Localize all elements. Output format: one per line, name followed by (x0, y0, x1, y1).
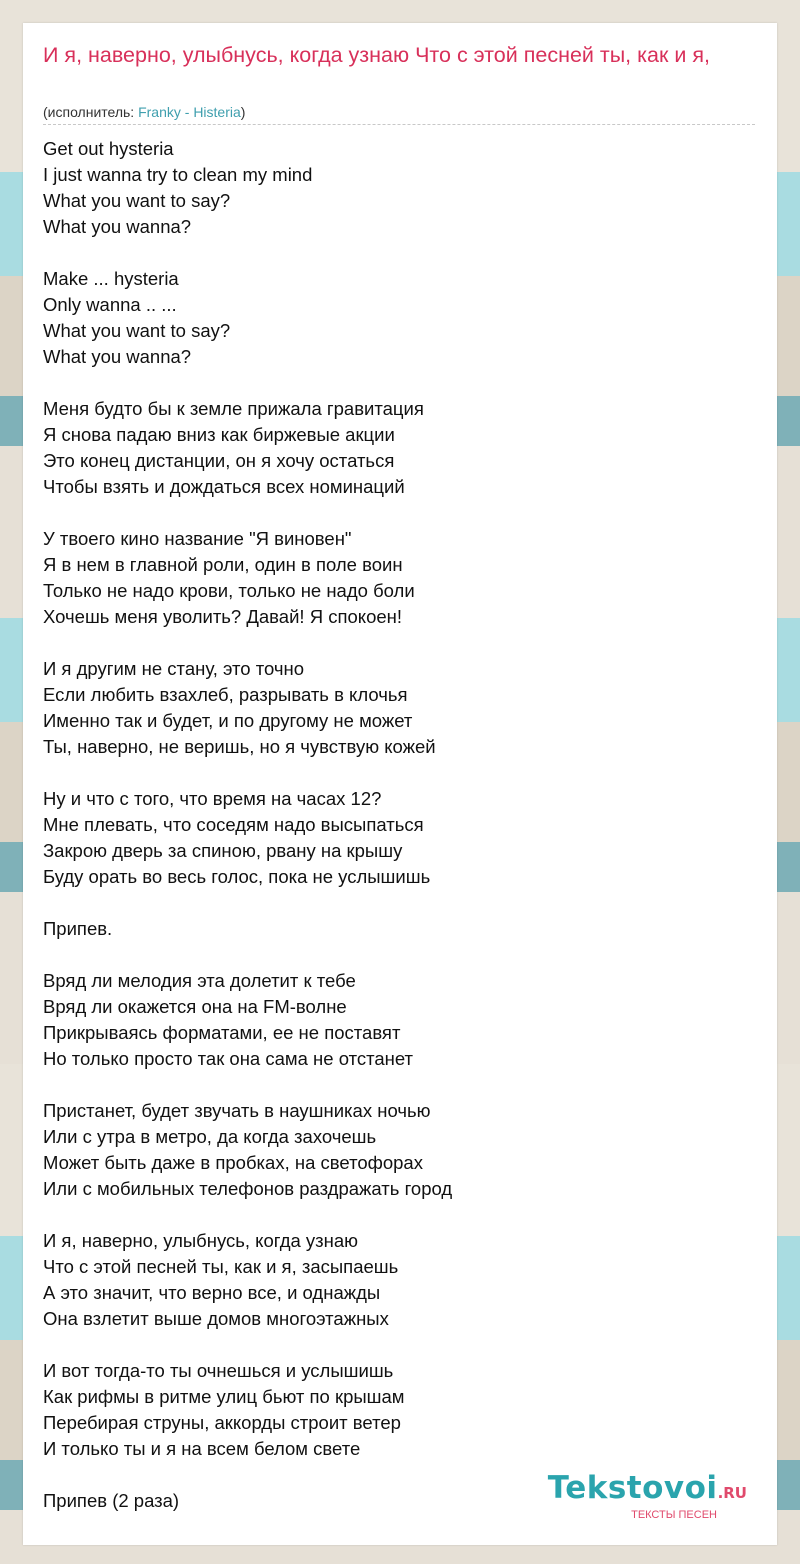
lyric-blank-line (43, 240, 755, 266)
lyric-line: И я, наверно, улыбнусь, когда узнаю (43, 1230, 359, 1251)
lyric-line: Прикрываясь форматами, ее не поставят (43, 1022, 401, 1043)
lyric-line: Make ... hysteria (43, 268, 179, 289)
lyric-line: Вряд ли окажется она на FM-волне (43, 996, 347, 1017)
lyric-line: Только не надо крови, только не надо боли (43, 580, 415, 601)
lyric-blank-line (43, 1332, 755, 1358)
lyric-line: Only wanna .. ... (43, 294, 177, 315)
lyric-line: Get out hysteria (43, 138, 174, 159)
lyric-line: Буду орать во весь голос, пока не услышишь (43, 866, 431, 887)
lyric-line: Если любить взахлеб, разрывать в клочья (43, 684, 408, 705)
lyric-line: И я другим не стану, это точно (43, 658, 305, 679)
lyric-blank-line (43, 942, 755, 968)
lyric-blank-line (43, 890, 755, 916)
lyric-line: Хочешь меня уволить? Давай! Я спокоен! (43, 606, 402, 627)
lyric-line: Но только просто так она сама не отстанет (43, 1048, 414, 1069)
artist-prefix: (исполнитель: (43, 104, 139, 120)
lyric-line: What you wanna? (43, 346, 192, 367)
lyric-blank-line (43, 1202, 755, 1228)
divider (43, 124, 755, 125)
lyric-blank-line (43, 760, 755, 786)
lyric-line: И вот тогда-то ты очнешься и услышишь (43, 1360, 394, 1381)
artist-info (43, 103, 245, 121)
lyric-line: Закрою дверь за спиною, рвану на крышу (43, 840, 403, 861)
logo-tld: .RU (717, 1484, 747, 1502)
artist-suffix: ) (240, 104, 246, 120)
lyric-line: Я снова падаю вниз как биржевые акции (43, 424, 395, 445)
lyric-blank-line (43, 370, 755, 396)
lyric-line: Пристанет, будет звучать в наушниках ночью (43, 1100, 431, 1121)
lyric-line: Чтобы взять и дождаться всех номинаций (43, 476, 405, 497)
lyric-line: What you wanna? (43, 216, 192, 237)
lyric-blank-line (43, 1072, 755, 1098)
site-logo[interactable] (548, 1472, 747, 1521)
lyric-line: Именно так и будет, и по другому не может (43, 710, 413, 731)
lyric-blank-line (43, 500, 755, 526)
lyric-line: What you want to say? (43, 320, 231, 341)
lyric-line: Ты, наверно, не веришь, но я чувствую кожей (43, 736, 436, 757)
logo-wordmark (548, 1472, 747, 1509)
lyric-line: Вряд ли мелодия эта долетит к тебе (43, 970, 356, 991)
lyric-line: Может быть даже в пробках, на светофорах (43, 1152, 423, 1173)
lyric-line: I just wanna try to clean my mind (43, 164, 313, 185)
page-title: И я, наверно, улыбнусь, когда узнаю Что с этой песней ты, как и я, (43, 43, 710, 67)
lyric-line: Меня будто бы к земле прижала гравитация (43, 398, 424, 419)
lyric-line: Что с этой песней ты, как и я, засыпаешь (43, 1256, 399, 1277)
lyric-line: Припев. (43, 918, 113, 939)
lyric-blank-line (43, 630, 755, 656)
lyric-line: Это конец дистанции, он я хочу остаться (43, 450, 395, 471)
lyrics-page (23, 23, 777, 1545)
lyric-line: И только ты и я на всем белом свете (43, 1438, 361, 1459)
lyric-line: Или с утра в метро, да когда захочешь (43, 1126, 377, 1147)
lyric-line: А это значит, что верно все, и однажды (43, 1282, 381, 1303)
lyric-line: Или с мобильных телефонов раздражать город (43, 1178, 453, 1199)
lyric-line: У твоего кино название "Я виновен" (43, 528, 352, 549)
lyric-line: What you want to say? (43, 190, 231, 211)
lyric-line: Мне плевать, что соседям надо высыпаться (43, 814, 424, 835)
lyrics-text (43, 136, 755, 1514)
logo-name: Tekstovoi (547, 1470, 718, 1506)
logo-tagline: ТЕКСТЫ ПЕСЕН (631, 1509, 717, 1521)
lyric-line: Перебирая струны, аккорды строит ветер (43, 1412, 401, 1433)
lyric-line: Припев (2 раза) (43, 1490, 180, 1511)
lyric-line: Ну и что с того, что время на часах 12? (43, 788, 382, 809)
lyric-line: Как рифмы в ритме улиц бьют по крышам (43, 1386, 405, 1407)
artist-link[interactable]: Franky - Histeria (138, 104, 241, 120)
lyric-line: Она взлетит выше домов многоэтажных (43, 1308, 389, 1329)
lyric-line: Я в нем в главной роли, один в поле воин (43, 554, 403, 575)
